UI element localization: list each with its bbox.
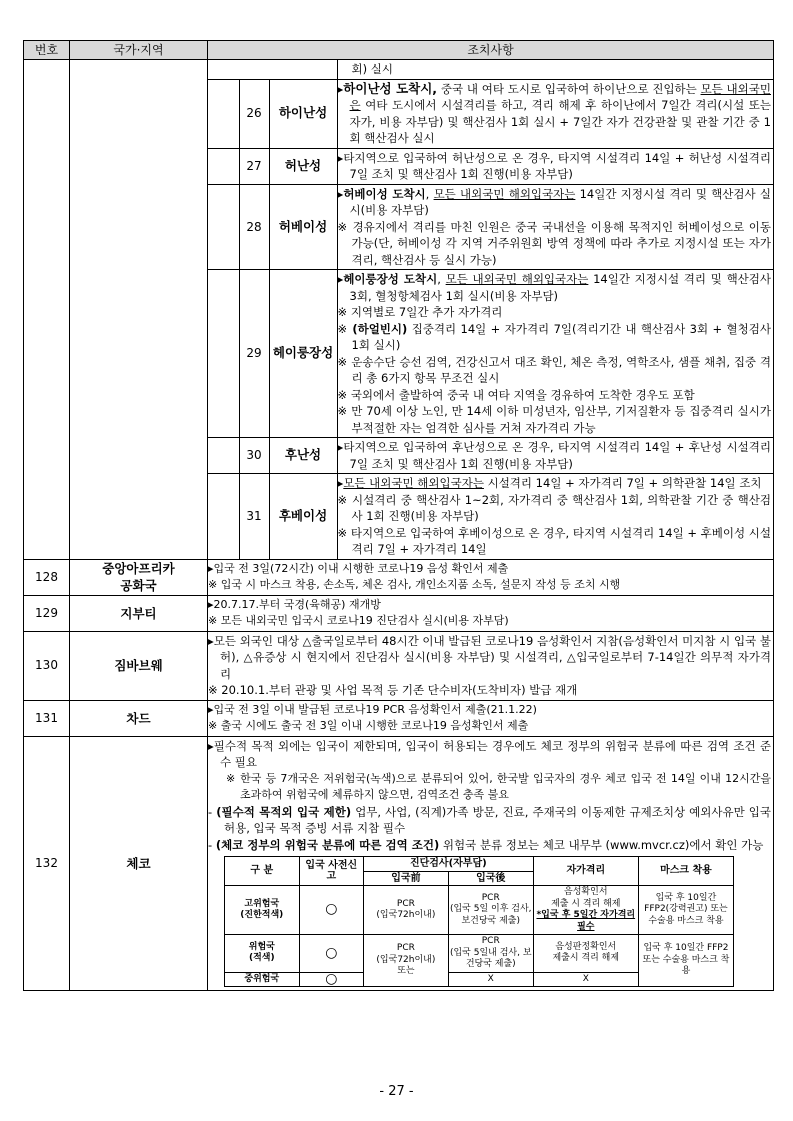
- province-number: 30: [239, 438, 269, 474]
- province-name: 하이난성: [269, 79, 337, 148]
- province-number: 28: [239, 184, 269, 270]
- province-row: [208, 184, 773, 270]
- table-row-129: [24, 595, 774, 631]
- col-mask: 마스크 착용: [638, 857, 733, 886]
- table-row-131: [24, 700, 774, 736]
- country-name: 체코: [70, 736, 208, 991]
- province-measures: ▸타지역으로 입국하여 허난성으로 온 경우, 타지역 시설격리 14일 + 허난성 시설격리 7일 조치 및 핵산검사 1회 진행(비용 자부담): [337, 148, 773, 184]
- country-measures: ▸모든 외국인 대상 △출국일로부터 48시간 이내 발급된 코로나19 음성확인서 지참(음성확인서 미지참 시 입국 불허), △유증상 시 현지에서 진단검사 실시(비용 자부담) 및 시설격리, △입국일로부터 7-14일간 의무적 자가격리 ※ 20.10.1.부터 관광 및 사업 목적 등 기존 단수비자(도착비자) 발급 재개: [208, 631, 774, 700]
- table-row-132: [24, 736, 774, 991]
- col-self-quarantine: 자가격리: [533, 857, 638, 886]
- col-class: 구 분: [225, 857, 300, 886]
- province-measures: ▸허베이성 도착시, 모든 내외국민 해외입국자는 14일간 지정시설 격리 및 핵산검사 실시(비용 자부담) ※ 경유지에서 격리를 마친 인원은 중국 국내선을 이용해 목적지인 허베이성으로 이동 가능(단, 허베이성 각 지역 거주위원회 방역 정책에 따라 추가로 지정시설 또는 자가격리, 핵산검사 등 실시 가능): [337, 184, 773, 270]
- country-measures: ▸입국 전 3일(72시간) 이내 시행한 코로나19 음성 확인서 제출 ※ 입국 시 마스크 착용, 손소독, 체온 검사, 개인소지품 소독, 설문지 작성 등 조치 시행: [208, 559, 774, 595]
- province-row: [208, 148, 773, 184]
- china-province-table: [208, 60, 773, 559]
- col-before-entry: 입국前: [364, 871, 449, 886]
- col-entry-report: 입국 사전신고: [299, 857, 363, 886]
- province-measures: ▸헤이룽장성 도착시, 모든 내외국민 해외입국자는 14일간 지정시설 격리 및 핵산검사 3회, 혈청항체검사 1회 실시(비용 자부담) ※ 지역별로 7일간 추가 자가격리 ※ (하얼빈시) 집중격리 14일 + 자가격리 7일(격리기간 내 핵산검사 3회 + 혈청검사 1회 실시) ※ 운송수단 승선 검역, 건강신고서 대조 확인, 체온 측정, 역학조사, 샘플 채취, 집중 격리 총 6가지 항목 무조건 실시 ※ 국외에서 출발하여 중국 내 여타 지역을 경유하여 도착한 경우도 포함 ※ 만 70세 이상 노인, 만 14세 이하 미성년자, 임산부, 기저질환자 등 집중격리 실시가 부적절한 자는 엄격한 심사를 거쳐 자가격리 가능: [337, 270, 773, 438]
- country-name: 짐바브웨: [70, 631, 208, 700]
- province-name: 후베이성: [269, 474, 337, 559]
- province-name: 헤이룽장성: [269, 270, 337, 438]
- table-row: 위험국 (적색) ○ PCR (입국72h이내) 또는 PCR (입국 5일내 검사, 보건당국 제출) 음성판정확인서 제출시 격리 해제 입국 후 10일간 FFP2 또는 수술용 마스크 착용: [225, 935, 734, 973]
- country-name: 차드: [70, 700, 208, 736]
- country-measures: ▸입국 전 3일 이내 발급된 코로나19 PCR 음성확인서 제출(21.1.22) ※ 출국 시에도 출국 전 3일 이내 시행한 코로나19 음성확인서 제출: [208, 700, 774, 736]
- country-measures: ▸필수적 목적 외에는 입국이 제한되며, 입국이 허용되는 경우에도 체코 정부의 위험국 분류에 따른 검역 조건 준수 필요 ※ 한국 등 7개국은 저위험국(녹색)으로 분류되어 있어, 한국발 입국자의 경우 체코 입국 전 14일 이내 12시간을 초과하여 위험국에 체류하지 않으면, 검역조건 충족 불요 - (필수적 목적외 입국 제한) 업무, 사업, (직계)가족 방문, 진료, 주재국의 이동제한 규제조치상 예외사유만 입국 허용, 입국 목적 증빙 서류 지참 필수 - (체코 정부의 위험국 분류에 따른 검역 조건) 위험국 분류 정보는 체코 내무부 (www.mvcr.cz)에서 확인 가능 구 분 입국 사전신고 진단검사(자부담) 자가격리 마스크 착용 입국前 입국後 고위험국 (진한적색) ○ PCR (입국72h이내) PCR (입국 5일 이후 검사, 보건당국 제출) 음성확인서 제출 시 격리 해제 *입국 후 5일간 자가격리 필수 입국 후 10일간 FFP2(강력권고) 또는 수술용 마스크 착용 위험국 (적색) ○ PCR (입국72h이내) 또는 PCR (입국 5일내 검사, 보건당국 제출) 음성판정확인서 제출시 격리 해제 입국 후 10일간 FFP2 또는 수술용 마스크 착용 중위험국 ○ X X: [208, 736, 774, 991]
- country-name: 중앙아프리카 공화국: [70, 559, 208, 595]
- province-measures: ▸하이난성 도착시, 중국 내 여타 도시로 입국하여 하이난으로 진입하는 모든 내외국민은 여타 도시에서 시설격리를 하고, 격리 해제 후 하이난에서 7일간 격리(시설 또는 자가, 비용 자부담) 및 핵산검사 1회 실시 + 7일간 자가 건강관찰 및 관찰 기간 중 1회 핵산검사 실시: [337, 79, 773, 148]
- row-number: 130: [24, 631, 70, 700]
- province-row: [208, 270, 773, 438]
- country-name: 지부티: [70, 595, 208, 631]
- province-number: 27: [239, 148, 269, 184]
- header-measures: 조치사항: [208, 41, 774, 60]
- province-row: [208, 474, 773, 559]
- measures-table: [23, 40, 774, 991]
- row-number: 128: [24, 559, 70, 595]
- province-number: 29: [239, 270, 269, 438]
- table-row-128: [24, 559, 774, 595]
- table-header-row: [24, 41, 774, 60]
- table-row-china: [24, 60, 774, 560]
- province-row: [208, 438, 773, 474]
- country-measures: ▸20.7.17.부터 국경(육해공) 재개방 ※ 모든 내외국민 입국시 코로나19 진단검사 실시(비용 자부담): [208, 595, 774, 631]
- continuation-text: 회) 실시: [337, 60, 773, 79]
- province-name: 허난성: [269, 148, 337, 184]
- table-row: 중위험국 ○ X X: [225, 972, 734, 987]
- header-country: 국가·지역: [70, 41, 208, 60]
- province-row: [208, 79, 773, 148]
- table-row: 고위험국 (진한적색) ○ PCR (입국72h이내) PCR (입국 5일 이후 검사, 보건당국 제출) 음성확인서 제출 시 격리 해제 *입국 후 5일간 자가격리 필수 입국 후 10일간 FFP2(강력권고) 또는 수술용 마스크 착용: [225, 886, 734, 935]
- province-number: 26: [239, 79, 269, 148]
- province-measures: ▸모든 내외국민 해외입국자는 시설격리 14일 + 자가격리 7일 + 의학관찰 14일 조치 ※ 시설격리 중 핵산검사 1~2회, 자가격리 중 핵산검사 1회, 의학관찰 기간 중 핵산검사 1회 진행(비용 자부담) ※ 타지역으로 입국하여 후베이성으로 온 경우, 타지역 시설격리 14일 + 후베이성 시설격리 7일 + 자가격리 14일: [337, 476, 772, 556]
- province-number: 31: [239, 474, 269, 559]
- province-continuation-row: [208, 60, 773, 79]
- row-number: 132: [24, 736, 70, 991]
- page-number: - 27 -: [379, 1084, 414, 1099]
- col-after-entry: 입국後: [448, 871, 533, 886]
- row-number: 129: [24, 595, 70, 631]
- province-name: 후난성: [269, 438, 337, 474]
- header-number: 번호: [24, 41, 70, 60]
- table-row-130: [24, 631, 774, 700]
- province-name: 허베이성: [269, 184, 337, 270]
- czech-quarantine-table: [224, 856, 734, 987]
- province-measures: ▸타지역으로 입국하여 후난성으로 온 경우, 타지역 시설격리 14일 + 후난성 시설격리 7일 조치 및 핵산검사 1회 진행(비용 자부담): [337, 438, 773, 474]
- col-diagnosis: 진단검사(자부담): [364, 857, 534, 872]
- row-number: 131: [24, 700, 70, 736]
